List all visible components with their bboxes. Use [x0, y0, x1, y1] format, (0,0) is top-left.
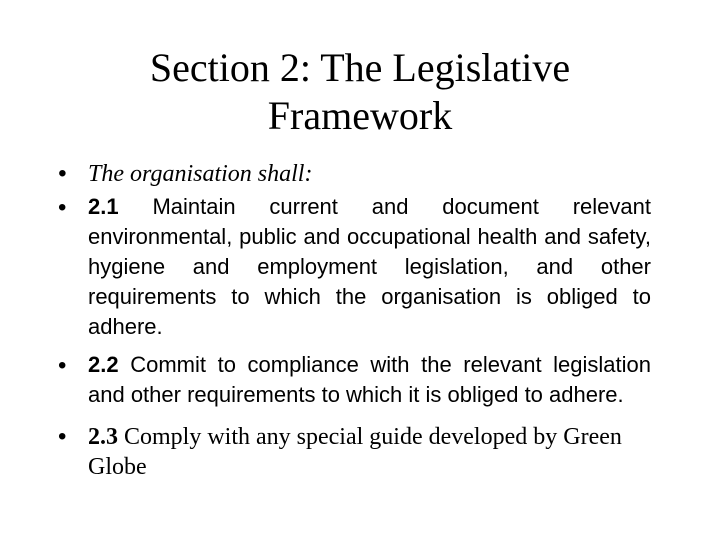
bullet-number: 2.2	[88, 352, 119, 377]
bullet-dot-icon: •	[58, 194, 67, 221]
bullet-text: Comply with any special guide developed by Green Globe	[88, 424, 622, 480]
bullet-2-2	[58, 350, 651, 410]
bullet-dot-icon: •	[58, 160, 67, 187]
bullet-number: 2.3	[88, 424, 118, 450]
bullet-intro-text: The organisation shall:	[88, 161, 313, 187]
bullet-intro	[58, 158, 651, 190]
slide-title-line-1: Section 2: The Legislative	[149, 45, 571, 90]
slide-title	[60, 44, 660, 140]
bullet-text: Maintain current and document relevant environmental, public and occupational health and safety, hygiene and employment legislation, and other requirements to which the organisation is obliged to adhere.	[88, 194, 651, 339]
bullet-list	[58, 158, 651, 482]
bullet-2-1	[58, 192, 651, 342]
slide-title-line-2: Framework	[267, 93, 453, 138]
bullet-number: 2.1	[88, 194, 119, 219]
bullet-dot-icon: •	[58, 352, 67, 379]
bullet-text: Commit to compliance with the relevant legislation and other requirements to which it is obliged to adhere.	[88, 352, 651, 407]
bullet-2-3	[58, 422, 651, 482]
bullet-dot-icon: •	[58, 423, 67, 450]
